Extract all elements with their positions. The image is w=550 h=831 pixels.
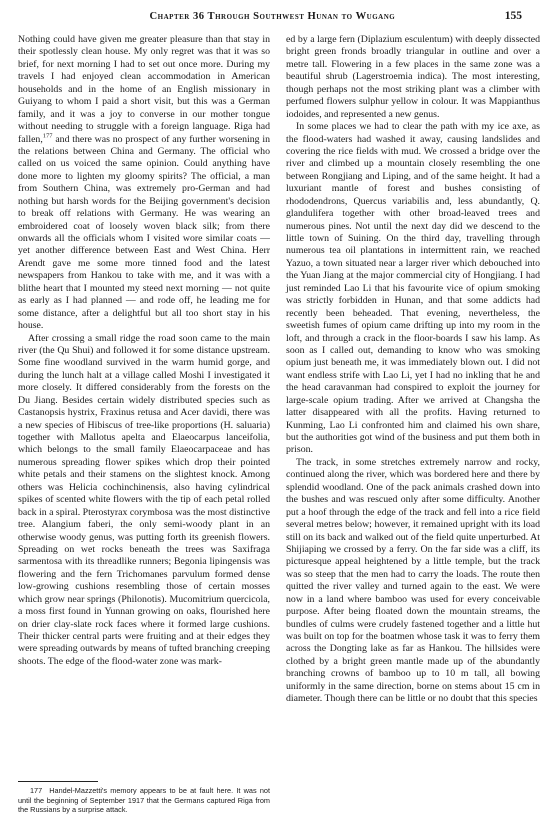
paragraph: After crossing a small ridge the road soon came to the main river (the Qu Shui) and followed it for some distance upstream. Some fine woodland survived in the warm humid gorge, and during the lunch halt at a village called Moshi I investigated it more closely. It differed considerably from the forests on the Du Jiang. Besides certain widely distributed species such as Castanopsis hystrix, Fraxinus retusa and Acer davidi, there was a new species of Hibiscus of tree-like proportions (H. saluaria) together with Mallotus apelta and Elaeocarpus lanceifolia, which belongs to the small family Elaeocarpaceae and has numerous spreading flower spikes which drop their pointed white petals and their stamens on the slightest knock. Among others was Helicia cochinchinensis, also having cylindrical spikes of scented white flowers with the tip of each petal rolled back in a spiral. Pterostyrax corymbosa was the most distinctive tree. Alangium faberi, the only semi-woody plant in an otherwise woody genus, was putting forth its greenish flowers. Spreading on wet rocks beneath the trees was Saxifraga sarmentosa with its threadlike runners; Begonia lipingensis was flowering and the fern Trichomanes parvulum formed dense low-growing cushions resembling those of certain mosses which grow near springs (Philonotis). Mucomitrium quercicola, a moss first found in Yunnan growing on oaks, flourished here on drier clay-slate rock faces where it formed large cushions. Their thicker central parts were fruiting and at their edges they were spreading outwards by means of tufted branching creeping shoots. The edge of the flood-water zone was mark- (18, 332, 270, 667)
running-head (40, 10, 522, 28)
paragraph-text: and there was no prospect of any further worsening in the relations between China and Germany. The official who called on us voiced the same opinion. Could anything have done more to lighten my gloomy spirits? The official, a man from Southern China, was extremely pro-German and had nothing but harsh words for the Beijing government's decision to break off relations with Germany. He was wearing an embroidered coat of loosely woven black silk; from there onwards all the officials whom I visited wore similar coats — yet another difference between East and West China. Herr Arendt gave me some more tinned food and the latest newspapers from Hankou to take with me, and it was with a blithe heart that I mounted my steed next morning — not quite as early as I had planned — and rode off, he leading me for some distance, after a delightful but all too short stay in his house. (18, 133, 270, 332)
paragraph: The track, in some stretches extremely narrow and rocky, continued along the river, which was bordered here and there by splendid woodland. One of the pack animals crashed down into the bushes and was rescued only after some difficulty. Another put a hoof through the edge of the track and fell into a rice field several metres below; however, it remained upright with its load still on its back and walked out of the field quite unperturbed. At Shijiaping we crossed by a ferry. On the far side was a cliff, its picturesque appeal heightened by a little temple, but the track was so steep that the men had to carry the loads. The route then quitted the river valley and turned again to the east. We were now in a land where bamboo was used for every conceivable purpose. After being floated down the mountain streams, the bundles of culms were crudely fastened together and a little hut was built on top for the boatmen whose task it was to ferry them across the Dongting lake as far as Hankou. The hillsides were clothed by a bright green mantle made up of the abundantly branching crowns of bamboo up to 10 m tall, all bowing uniformly in the same direction, borne on stems about 15 cm in diameter. Though there can be little or no doubt that this species (286, 456, 540, 705)
footnote-divider (18, 781, 98, 782)
running-title: Chapter 36 Through Southwest Hunan to Wugang (149, 11, 396, 22)
left-column (18, 34, 270, 668)
footnote-text: Handel-Mazzetti's memory appears to be at fault here. It was not until the beginning of September 1917 that the Germans captured Riga from the Russians by a surprise attack. (18, 786, 270, 815)
footnote (18, 786, 270, 815)
paragraph: In some places we had to clear the path with my ice axe, as the flood-waters had washed it away, causing landslides and covering the rice fields with mud. We crossed a bridge over the river and climbed up a mountain closely resembling the one between Rongjiang and Liping, and of the same height. It had a luxuriant mantle of forest and bushes consisting of rhododendrons, Quercus variabilis and, less abundantly, Q. glandulifera together with other broad-leaved trees and numerous pines. Not until the next day did we descend to the little town of Suining. On the third day, travelling through numerous tea oil plantations in intermittent rain, we reached Yazuo, a town situated near a larger river which debouched into the Yuan Jiang at the major commercial city of Hongjiang. I had just reminded Lao Li that his favourite vice of opium smoking was strictly forbidden in Hunan, and that some addicts had recently been beheaded. That evening, nevertheless, the sweetish fumes of opium came drifting up into my room in the loft, and through a crack in the floor-boards I saw his lamp. As soon as I called out, demanding to know who was smoking opium just beneath me, it was immediately blown out. I did not want endless strife with Lao Li, yet I had no inkling that he and the head caravanman had conspired to exploit the journey for large-scale opium trading. After we arrived at Changsha the latter disappeared with all the profits. Having returned to Kunming, Lao Li confronted him and claimed his own share, but the authorities got wind of the business and put them both in prison. (286, 121, 540, 456)
footnote-reference[interactable]: 177 (42, 132, 53, 140)
paragraph: ed by a large fern (Diplazium esculentum) with deeply dissected bright green fronds broadly triangular in outline and over a metre tall. Flowering in a few places in the same zone was a beautiful shrub (Lagerstroemia indica). The most interesting, though perhaps not the most striking plant was a climber with perfumed flowers sulphur yellow in colour. It was Mappianthus iodoides, and represented a new genus. (286, 34, 540, 120)
page-number: 155 (504, 10, 522, 22)
footnote-mark: 177 (30, 786, 43, 795)
right-column (286, 34, 540, 706)
paragraph-text: Nothing could have given me greater pleasure than that stay in their spotlessly clean house. My only regret was that it was so brief, for next morning I had to set out once more. During my travels I had enjoyed clean accommodation in American households and in the home of an English missionary in Guiyang to whom I paid a short visit, but this was a German family, and it was a joy to converse in our mother tongue without needing to struggle with a foreign language. Riga had fallen, (18, 34, 270, 145)
paragraph (18, 34, 270, 333)
